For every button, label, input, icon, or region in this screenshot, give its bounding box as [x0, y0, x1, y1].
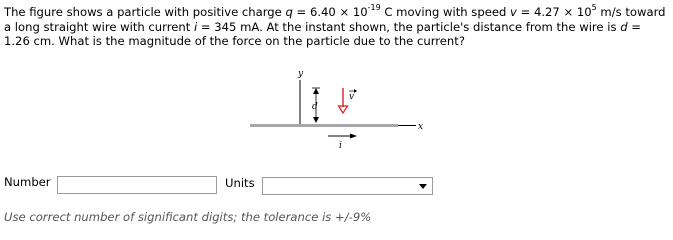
tolerance-note: Use correct number of significant digits; the tolerance is +/-9%: [4, 210, 372, 224]
number-label: Number: [4, 175, 51, 189]
problem-figure: [250, 66, 440, 156]
d-arrow-up-icon: [313, 88, 319, 94]
d-arrow-down-icon: [313, 117, 319, 123]
units-label: Units: [225, 176, 255, 190]
v-label: v: [349, 92, 355, 102]
x-axis-label: x: [418, 122, 424, 132]
current-arrowhead-icon: [350, 134, 357, 139]
number-input[interactable]: [57, 176, 217, 194]
velocity-arrowhead-icon: [339, 106, 348, 113]
y-axis-label: y: [298, 69, 304, 79]
v-vector-arrow-icon: [354, 89, 357, 93]
wire-particle-diagram: [250, 66, 440, 156]
chevron-down-icon[interactable]: [419, 184, 427, 189]
current-wire: [250, 124, 398, 127]
d-label: d: [312, 102, 318, 112]
i-label: i: [339, 141, 342, 151]
problem-statement: The figure shows a particle with positive charge $q = 6.40 \times 10^{-19}$ C moving with speed $v = 4.27 \times 10^5$ m/s toward a long straight wire with current i = 345 mA. At the instant shown, the particle's distance from the wire is d = 1.26 cm. What is the magnitude of the force on the particle due to the current?: [4, 3, 666, 49]
units-dropdown[interactable]: [262, 177, 433, 195]
